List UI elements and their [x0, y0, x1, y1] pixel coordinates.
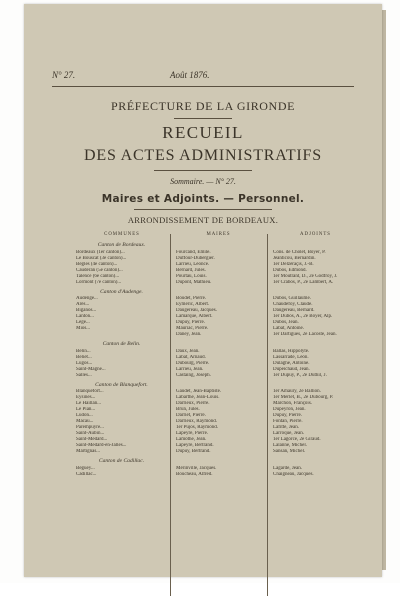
commune-cell: Macau... [76, 419, 94, 424]
maire-cell: Larrieu, Jean. [176, 366, 204, 372]
maire-cell: Lapeyre, Bertrand. [176, 443, 214, 448]
commune-cell: Lanton... [76, 314, 94, 319]
issue-date: Août 1876. [170, 70, 210, 80]
maire-cell: Darriet, Pierre. [176, 413, 206, 418]
maire-cell: Daney, Jean. [176, 332, 202, 337]
column-divider [267, 234, 268, 596]
maire-cell: Castaing, Joseph. [176, 372, 211, 378]
maire-cell: Darrieux, Raymond. [176, 419, 217, 424]
canton-heading: Canton de Cadillac. [98, 458, 145, 464]
title-underline [154, 170, 252, 171]
adjoint-cell: Cons. de Cholet, Boyer, P. [273, 249, 326, 255]
section-rule [134, 209, 272, 210]
commune-cell: Lège... [76, 320, 90, 325]
canton-heading: Canton de Bordeaux. [97, 242, 146, 248]
maire-cell: 1er Pujos, Raymond. [176, 425, 218, 430]
document-page [24, 4, 382, 577]
commune-cell: Le Bouscat (3e canton)... [76, 255, 127, 261]
adjoint-cell: Dupuy, Pierre. [273, 413, 302, 418]
commune-cell: Parempuyre... [76, 425, 104, 430]
adjoint-cell: 1er Merlet, B., 2e Dubourg, P. [273, 395, 334, 400]
adjoint-cell: 1er Dupuy, P., 2e Duthil, J. [273, 372, 327, 378]
adjoint-cell: Lagarde, Jean. [273, 465, 303, 471]
commune-cell: Ludon... [76, 413, 93, 418]
maire-cell: Boudet, Pierre. [176, 296, 207, 301]
arrondissement-heading: ARRONDISSEMENT DE BORDEAUX. [127, 215, 279, 225]
commune-cell: Audenge... [76, 296, 98, 301]
maire-cell: Mauriac, Pierre. [176, 326, 209, 331]
adjoint-cell: Sansan, Michel. [273, 449, 306, 454]
commune-cell: Saint-Magne... [76, 366, 106, 372]
commune-cell: Belin... [76, 348, 91, 354]
commune-cell: Cadillac... [76, 471, 97, 477]
adjoint-cell: Marchon, François. [273, 401, 313, 406]
commune-cell: Talence (6e canton)... [76, 273, 120, 279]
adjoint-cell: 1er Dartigues, 2e Lacoste, Jean. [273, 332, 337, 337]
maire-cell: Pourtau, Louis. [176, 273, 207, 279]
maire-cell: Dupont, Mathieu. [176, 279, 212, 285]
commune-cell: Blanquefort... [76, 389, 104, 394]
commune-cell: Le Haillan... [76, 401, 101, 406]
mayors-table [74, 228, 364, 600]
commune-cell: Caudéran (5e canton)... [76, 267, 123, 273]
adjoint-cell: Dubos, Edmond. [273, 267, 307, 273]
commune-cell: Saint-Médard... [76, 437, 108, 442]
header-rule [52, 86, 354, 87]
adjoint-cell: Daugereau, Bernard. [273, 308, 315, 313]
commune-cell: Biganos... [76, 308, 97, 313]
maire-cell: Lamothe, Jean. [176, 437, 207, 442]
commune-cell: Salles... [76, 372, 92, 378]
maire-cell: Mérinville, Jacques. [176, 465, 217, 471]
maire-cell: Fourcand, Emile. [176, 249, 211, 255]
adjoint-cell: Lalanne, Michel. [273, 443, 308, 448]
adjoint-cell: Labat, Antoine. [273, 326, 304, 331]
commune-cell: Lormont (7e canton)... [76, 279, 122, 285]
issue-line [52, 70, 354, 82]
column-header-adjoints: ADJOINTS [300, 232, 331, 237]
maire-cell: Daux, Jean. [176, 348, 200, 354]
commune-cell: Saint-Médard-en-Jalles... [76, 443, 127, 448]
adjoint-cell: Dupeichaud, Jean. [273, 366, 310, 372]
column-header-communes: COMMUNES [104, 232, 140, 237]
maire-cell: Lapeyre, Pierre. [176, 431, 209, 436]
maire-cell: Gaudet, Jean-Baptiste. [176, 389, 222, 394]
adjoint-cell: 1er Lagorce, 2e Giraud. [273, 437, 321, 442]
commune-cell: Bègles (4e canton)... [76, 261, 118, 267]
maire-cell: Labarthe, Jean-Louis. [176, 395, 220, 400]
commune-cell: Le Pian... [76, 407, 96, 412]
commune-cell: Arès... [76, 302, 90, 307]
maire-cell: Dupuy, Pierre. [176, 320, 205, 325]
maire-cell: Darrieux, Pierre. [176, 401, 210, 406]
adjoint-cell: 1er Delzéraçis, J.-B. [273, 261, 314, 267]
canton-heading: Canton de Blanquefort. [95, 381, 148, 388]
adjoint-cell: Larroque, Jean. [273, 431, 304, 436]
commune-cell: Bordeaux (1er canton)... [76, 249, 125, 255]
adjoint-cell: 1er Dubos, A., 2e Boyer, Alp. [273, 314, 333, 319]
adjoint-cell: 1er Amaury, 2e Ballion. [273, 389, 321, 394]
adjoint-cell: Chaudefoy, Claude. [273, 302, 313, 307]
column-header-maires: MAIRES [206, 232, 231, 237]
issue-number: N° 27. [52, 70, 76, 80]
adjoint-cell: Dupeyron, Jean. [273, 407, 306, 412]
maire-cell: Duffour-Dubergier. [176, 255, 215, 261]
maire-cell: Boucheau, Alfred. [176, 471, 213, 477]
sommaire-line: Sommaire. — N° 27. [170, 177, 236, 186]
prefecture-heading: PRÉFECTURE DE LA GIRONDE [110, 99, 296, 113]
canton-heading: Canton d'Audenge. [100, 288, 143, 295]
recueil-title: RECUEIL [162, 123, 244, 142]
adjoint-cell: Dulaghe, Antoine. [273, 360, 310, 366]
adjoint-cell: 1er Moutrant, D., 2e Godfroy, J. [273, 273, 338, 279]
column-divider [170, 234, 171, 596]
maire-cell: Daugereau, Jacques. [176, 308, 217, 313]
commune-cell: Eysines... [76, 395, 96, 400]
commune-cell: Lugos... [76, 360, 93, 366]
maire-cell: Bernard, Jules. [176, 267, 206, 273]
adjoint-cell: Jéanticou, Bernardin. [273, 255, 316, 261]
adjoint-cell: 1er Crabos, P., 2e Lambert, A. [273, 279, 334, 285]
commune-cell: Beliet... [76, 354, 92, 360]
title-divider [174, 118, 232, 119]
adjoint-cell: Lafitte, Jean. [273, 425, 299, 430]
maire-cell: Larrieu, Léonce. [176, 261, 210, 267]
commune-cell: Saint-Aubin... [76, 431, 105, 436]
maire-cell: Dupuy, Bertrand. [176, 449, 211, 454]
adjoint-cell: Dubos, Jean. [273, 320, 299, 325]
commune-cell: Beguey... [76, 465, 95, 471]
maire-cell: Labat, Arnaud. [176, 354, 206, 360]
adjoint-cell: Ballas, Hippolyte. [273, 348, 310, 354]
section-heading: Maires et Adjoints. — Personnel. [101, 193, 305, 205]
maire-cell: Brun, Jules. [176, 407, 200, 412]
adjoint-cell: Dubos, Guillaume. [273, 296, 311, 301]
commune-cell: Martignas... [76, 449, 101, 454]
adjoint-cell: Fontan, Pierre. [273, 419, 303, 424]
adjoint-cell: Lassarrade, Léon. [273, 354, 309, 360]
canton-heading: Canton de Belin. [102, 341, 141, 347]
maire-cell: Dubourg, Pierre. [176, 360, 210, 366]
commune-cell: Mios... [76, 326, 91, 331]
adjoint-cell: Chaigneau, Jacques. [273, 471, 314, 477]
actes-title: DES ACTES ADMINISTRATIFS [84, 147, 322, 164]
maire-cell: Lamarque, Albert. [176, 314, 213, 319]
maire-cell: Eymeric, Albert. [176, 302, 210, 307]
